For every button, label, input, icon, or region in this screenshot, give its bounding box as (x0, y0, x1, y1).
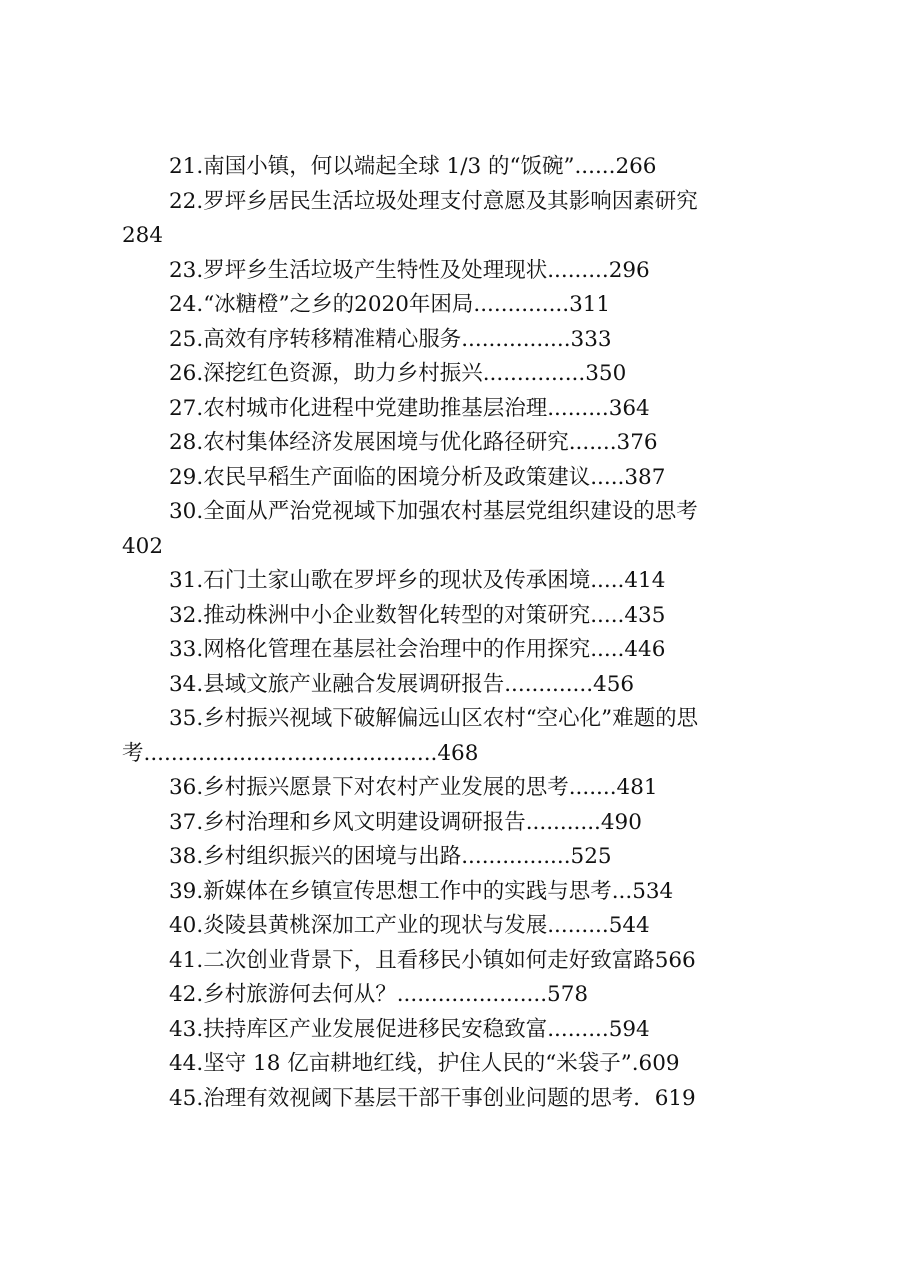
toc-entry-28[interactable] (122, 426, 802, 461)
toc-entry-35[interactable] (122, 702, 802, 771)
toc-entry-text: 25.高效有序转移精准精心服务................333 (169, 326, 612, 352)
toc-entry-text: 39.新媒体在乡镇宣传思想工作中的实践与思考...534 (169, 878, 674, 904)
toc-entry-continuation: 考...........................................468 (122, 740, 479, 766)
toc-entry-text: 42.乡村旅游何去何从？......................578 (169, 982, 589, 1007)
toc-entry-text: 35.乡村振兴视域下破解偏远山区农村“空心化”难题的思 (169, 706, 699, 731)
toc-entry-38[interactable] (122, 840, 802, 875)
toc-entry-text: 31.石门土家山歌在罗坪乡的现状及传承困境.....414 (169, 568, 666, 593)
toc-entry-26[interactable] (122, 357, 802, 392)
toc-entry-text: 40.炎陵县黄桃深加工产业的现状与发展.........544 (169, 913, 650, 938)
toc-entry-text: 29.农民早稻生产面临的困境分析及政策建议.....387 (169, 464, 666, 490)
toc-entry-text: 38.乡村组织振兴的困境与出路................525 (169, 844, 612, 869)
toc-entry-text: 41.二次创业背景下，且看移民小镇如何走好致富路566 (169, 947, 696, 973)
toc-entry-text: 24.“冰糖橙”之乡的2020年困局..............311 (169, 292, 611, 317)
toc-entry-text: 21.南国小镇，何以端起全球 1/3 的“饭碗”......266 (169, 154, 657, 179)
toc-entry-32[interactable] (122, 599, 802, 634)
toc-entry-text: 33.网格化管理在基层社会治理中的作用探究.....446 (169, 637, 666, 662)
toc-entry-text: 36.乡村振兴愿景下对农村产业发展的思考.......481 (169, 775, 658, 800)
toc-entry-36[interactable] (122, 771, 802, 806)
toc-entry-23[interactable] (122, 254, 802, 289)
toc-entry-34[interactable] (122, 668, 802, 703)
toc-entry-29[interactable] (122, 461, 802, 496)
toc-entry-text: 30.全面从严治党视域下加强农村基层党组织建设的思考 (169, 499, 698, 524)
toc-entry-24[interactable] (122, 288, 802, 323)
toc-entry-text: 44.坚守 18 亿亩耕地红线，护住人民的“米袋子”.609 (169, 1051, 680, 1076)
toc-entry-page-number: 284 (122, 223, 164, 248)
table-of-contents (122, 150, 802, 1116)
toc-entry-text: 28.农村集体经济发展困境与优化路径研究.......376 (169, 430, 658, 455)
toc-entry-text: 37.乡村治理和乡风文明建设调研报告...........490 (169, 809, 642, 835)
toc-entry-31[interactable] (122, 564, 802, 599)
toc-entry-27[interactable] (122, 392, 802, 427)
toc-entry-text: 22.罗坪乡居民生活垃圾处理支付意愿及其影响因素研究 (169, 188, 698, 214)
toc-entry-text: 26.深挖红色资源，助力乡村振兴...............350 (169, 361, 627, 386)
toc-entry-25[interactable] (122, 323, 802, 358)
toc-entry-33[interactable] (122, 633, 802, 668)
toc-entry-40[interactable] (122, 909, 802, 944)
toc-entry-22[interactable] (122, 185, 802, 254)
toc-entry-text: 23.罗坪乡生活垃圾产生特性及处理现状.........296 (169, 257, 650, 283)
toc-entry-page-number: 402 (122, 533, 164, 559)
toc-entry-text: 45.治理有效视阈下基层干部干事创业问题的思考．619 (169, 1085, 696, 1111)
toc-entry-41[interactable] (122, 944, 802, 979)
toc-entry-44[interactable] (122, 1047, 802, 1082)
toc-entry-43[interactable] (122, 1013, 802, 1048)
toc-entry-45[interactable] (122, 1082, 802, 1117)
toc-entry-30[interactable] (122, 495, 802, 564)
toc-entry-42[interactable] (122, 978, 802, 1013)
toc-entry-37[interactable] (122, 806, 802, 841)
toc-entry-text: 43.扶持库区产业发展促进移民安稳致富.........594 (169, 1016, 650, 1042)
toc-entry-39[interactable] (122, 875, 802, 910)
toc-entry-text: 34.县域文旅产业融合发展调研报告.............456 (169, 671, 635, 697)
toc-entry-text: 32.推动株洲中小企业数智化转型的对策研究.....435 (169, 602, 666, 628)
toc-entry-text: 27.农村城市化进程中党建助推基层治理.........364 (169, 395, 650, 421)
toc-entry-21[interactable] (122, 150, 802, 185)
